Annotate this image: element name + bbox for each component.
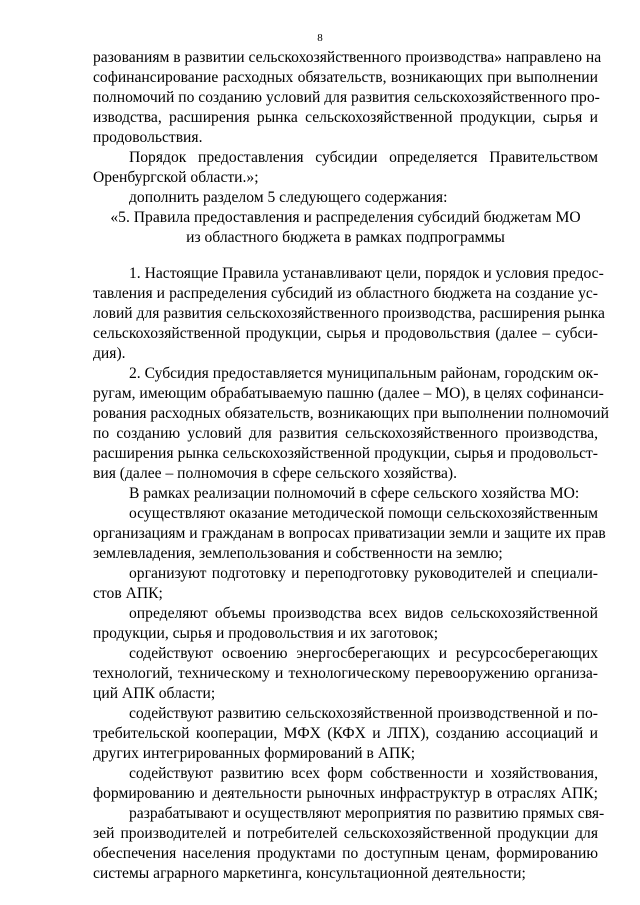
- text-line: 2. Субсидия предоставляется муниципальным районам, городским ок-: [129, 365, 599, 382]
- text-line: формированию и деятельности рыночных инфраструктур в отраслях АПК;: [93, 785, 598, 802]
- text-line: расширения рынка сельскохозяйственной продукции, сырья и продовольст-: [93, 445, 598, 462]
- text-line: ловий для развития сельскохозяйственного производства, расширения рынка: [93, 305, 605, 322]
- page-number: 8: [317, 32, 323, 44]
- text-line: 1. Настоящие Правила устанавливают цели, порядок и условия предос-: [129, 265, 604, 282]
- text-line: изводства, расширения рынка сельскохозяйственной продукции, сырья и: [93, 109, 598, 126]
- text-line: других интегрированных формирований в АПК;: [93, 745, 416, 762]
- section-heading: из областного бюджета в рамках подпрограммы: [186, 229, 505, 246]
- text-line: Оренбургской области.»;: [93, 169, 259, 186]
- text-line: разрабатывают и осуществляют мероприятия по развитию прямых свя-: [129, 805, 605, 822]
- text-line: рования расходных обязательств, возникающих при выполнении полномочий: [93, 405, 609, 422]
- text-line: технологий, техническому и технологическому перевооружению организа-: [93, 665, 598, 682]
- text-line: требительской кооперации, МФХ (КФХ и ЛПХ), созданию ассоциаций и: [93, 725, 598, 742]
- text-line: зей производителей и потребителей сельскохозяйственной продукции для: [93, 825, 598, 842]
- text-line: сельскохозяйственной продукции, сырья и продовольствия (далее – субси-: [93, 325, 598, 342]
- text-line: содействуют развитию сельскохозяйственной производственной и по-: [129, 705, 598, 722]
- text-line: определяют объемы производства всех видов сельскохозяйственной: [129, 605, 598, 622]
- text-line: В рамках реализации полномочий в сфере сельского хозяйства МО:: [129, 485, 580, 502]
- text-line: содействуют развитию всех форм собственности и хозяйствования,: [129, 765, 598, 782]
- text-line: полномочий по созданию условий для развития сельскохозяйственного про-: [93, 89, 600, 106]
- text-line: вия (далее – полномочия в сфере сельского хозяйства).: [93, 465, 457, 482]
- text-line: Порядок предоставления субсидии определяется Правительством: [129, 149, 598, 166]
- text-line: софинансирование расходных обязательств, возникающих при выполнении: [93, 69, 598, 86]
- text-line: разованиям в развитии сельскохозяйственного производства» направлено на: [93, 49, 602, 66]
- text-line: по созданию условий для развития сельскохозяйственного производства,: [93, 425, 598, 442]
- text-line: тавления и распределения субсидий из областного бюджета на создание ус-: [93, 285, 598, 302]
- text-line: дия).: [93, 345, 126, 362]
- text-line: осуществляют оказание методической помощи сельскохозяйственным: [129, 505, 598, 522]
- text-line: ругам, имеющим обрабатываемую пашню (далее – МО), в целях софинанси-: [93, 385, 604, 402]
- text-line: обеспечения населения продуктами по доступным ценам, формированию: [93, 845, 598, 862]
- text-line: продукции, сырья и продовольствия и их заготовок;: [93, 625, 439, 642]
- section-heading: «5. Правила предоставления и распределения субсидий бюджетам МО: [110, 209, 581, 226]
- text-line: системы аграрного маркетинга, консультационной деятельности;: [93, 865, 526, 882]
- text-line: организациям и гражданам в вопросах приватизации земли и защите их прав: [93, 525, 606, 542]
- text-line: стов АПК;: [93, 585, 163, 602]
- text-line: дополнить разделом 5 следующего содержания:: [129, 189, 448, 206]
- text-line: содействуют освоению энергосберегающих и ресурсосберегающих: [129, 645, 598, 662]
- text-line: организуют подготовку и переподготовку руководителей и специали-: [129, 565, 598, 582]
- text-line: землевладения, землепользования и собственности на землю;: [93, 545, 503, 562]
- text-line: ций АПК области;: [93, 685, 216, 702]
- text-line: продовольствия.: [93, 129, 203, 146]
